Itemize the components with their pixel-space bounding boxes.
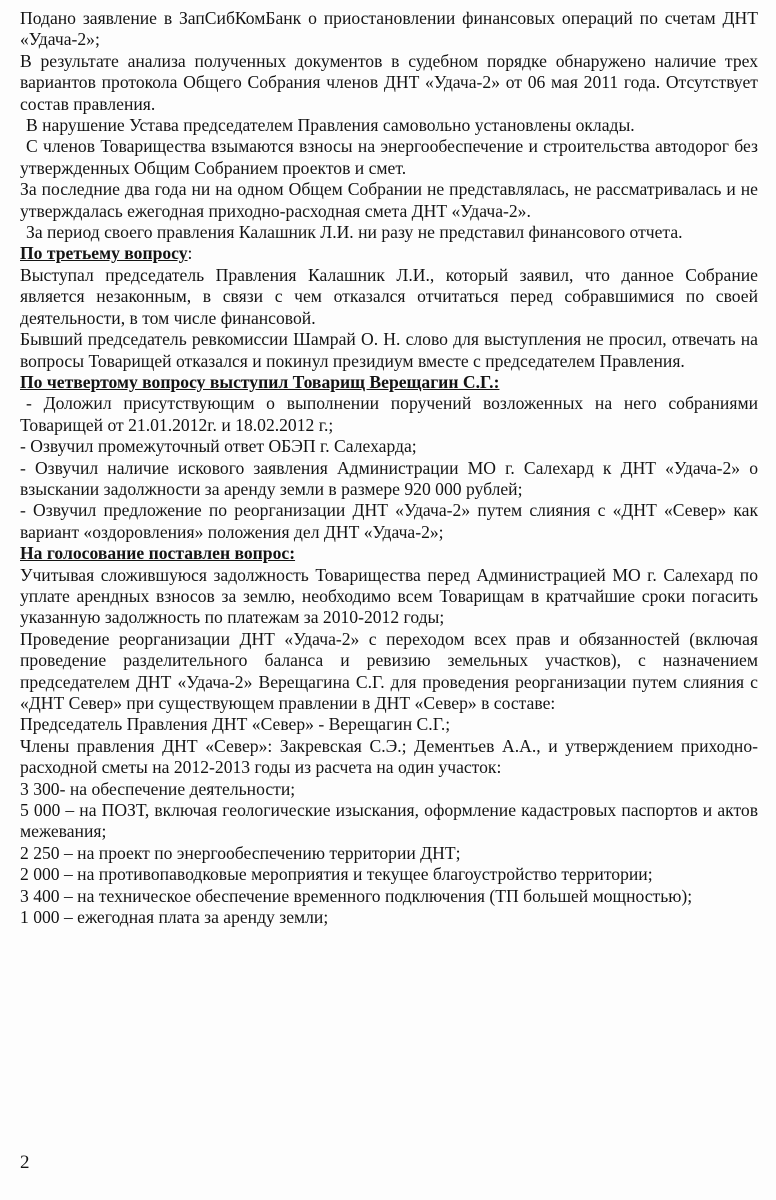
budget-item-technical-connection: 3 400 – на техническое обеспечение временного подключения (ТП большей мощностью);: [20, 885, 693, 906]
paragraph-audit-chairman: Бывший председатель ревкомиссии Шамрай О. Н. слово для выступления не просил, отвечать на вопросы Товарищей отказался и покинул президиум вместе с председателем Правления.: [20, 329, 758, 371]
budget-item-energy-project: 2 250 – на проект по энергообеспечению территории ДНТ;: [20, 842, 461, 863]
heading-third-question: По третьему вопросу: [20, 243, 188, 264]
list-item-reorganization-proposal: - Озвучил предложение по реорганизации ДНТ «Удача-2» путем слияния с «ДНТ «Север» как вариант «оздоровления» положения дел ДНТ «Удача-2»;: [20, 500, 758, 542]
section-heading-fourth-question: [20, 372, 758, 393]
heading-third-question-colon: :: [187, 243, 193, 264]
budget-item-operations: 3 300- на обеспечение деятельности;: [20, 778, 296, 799]
paragraph-reorganization: Проведение реорганизации ДНТ «Удача-2» с переходом всех прав и обязанностей (включая проведение разделительного баланса и ревизию земельных участков), с назначением председателем ДНТ «Удача-2» Верещагина С.Г. для проведения реорганизации путем слияния с «ДНТ Север» при существующем правлении в ДНТ «Север» в составе:: [20, 628, 758, 713]
list-item-lawsuit: - Озвучил наличие искового заявления Администрации МО г. Салехард к ДНТ «Удача-2» о взыскании задолжности за аренду земли в размере 920 000 рублей;: [20, 457, 758, 499]
heading-fourth-question: По четвертому вопросу выступил Товарищ Верещагин С.Г.:: [20, 371, 500, 392]
heading-vote: На голосование поставлен вопрос:: [20, 543, 296, 564]
paragraph-bank-statement: Подано заявление в ЗапСибКомБанк о приостановлении финансовых операций по счетам ДНТ «Удача-2»;: [20, 8, 758, 50]
paragraph-debt: Учитывая сложившуюся задолжность Товарищества перед Администрацией МО г. Салехард по уплате арендных взносов за землю, необходимо всем Товарищам в кратчайшие сроки погасить указанную задолжность по платежам за 2010-2012 годы;: [20, 564, 758, 628]
paragraph-budget: За последние два года ни на одном Общем Собрании не представлялась, не рассматривалась и не утверждалась ежегодная приходно-расходная смета ДНТ «Удача-2».: [20, 179, 758, 221]
paragraph-board-chairman: Председатель Правления ДНТ «Север» - Верещагин С.Г.;: [20, 714, 451, 735]
paragraph-board-members: Члены правления ДНТ «Север»: Закревская С.Э.; Дементьев А.А., и утверждением приходно-расходной сметы на 2012-2013 годы из расчета на один участок:: [20, 735, 758, 778]
budget-item-flood-measures: 2 000 – на противопаводковые мероприятия и текущее благоустройство территории;: [20, 864, 653, 885]
budget-item-land-rent: 1 000 – ежегодная плата за аренду земли;: [20, 907, 329, 928]
section-heading-vote: [20, 543, 758, 564]
paragraph-protocol-variants: В результате анализа полученных документов в судебном порядке обнаружено наличие трех вариантов протокола Общего Собрания членов ДНТ «Удача-2» от 06 мая 2011 года. Отсутствует состав правления.: [20, 50, 758, 114]
page-number: 2: [20, 1152, 30, 1173]
paragraph-salaries: В нарушение Устава председателем Правления самовольно установлены оклады.: [26, 115, 635, 136]
paragraph-fees: С членов Товарищества взымаются взносы на энергообеспечение и строительства автодорог без утвержденных Общим Собранием проектов и смет.: [20, 136, 758, 178]
budget-item-pozt: 5 000 – на ПОЗТ, включая геологические изыскания, оформление кадастровых паспортов и актов межевания;: [20, 800, 758, 842]
list-item-reported: - Доложил присутствующим о выполнении поручений возложенных на него собраниями Товарищей от 21.01.2012г. и 18.02.2012 г.;: [20, 393, 758, 435]
document-body: [20, 8, 758, 928]
section-heading-third-question: [20, 243, 758, 264]
paragraph-chairman-speech: Выступал председатель Правления Калашник Л.И., который заявил, что данное Собрание является незаконным, в связи с чем отказался отчитаться перед собравшимися по своей деятельности, в том числе финансовой.: [20, 264, 758, 328]
list-item-obep-answer: - Озвучил промежуточный ответ ОБЭП г. Салехарда;: [20, 436, 417, 457]
paragraph-financial-report: За период своего правления Калашник Л.И. ни разу не представил финансового отчета.: [26, 222, 683, 243]
